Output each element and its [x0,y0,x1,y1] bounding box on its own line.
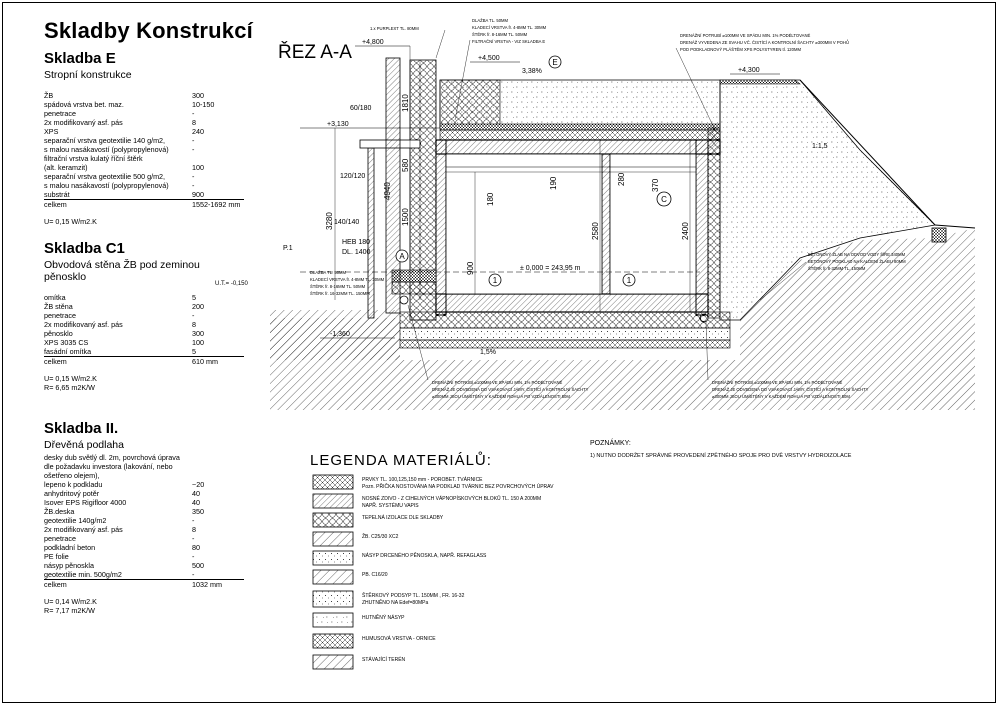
svg-text:DRENÁŽNÍ POTRUBÍ ⌀100MM VE SPÁ: DRENÁŽNÍ POTRUBÍ ⌀100MM VE SPÁDU MIN. 1% PODÉLTOVANÉ [680,33,811,38]
layer-thickness: - [192,311,195,320]
svg-text:1.x PURPLEXT TL. 80MM: 1.x PURPLEXT TL. 80MM [370,26,419,31]
svg-text:1:1,5: 1:1,5 [812,143,828,150]
layer-thickness: 300 [192,329,204,338]
layer-name: omítka [44,293,66,302]
svg-text:POD PODKLADNOVÝ PLÁŠTĚM XPS PO: POD PODKLADNOVÝ PLÁŠTĚM XPS POLYSTYREN tl. 120MM [680,47,801,52]
page-title: Skladby Konstrukcí [44,18,253,43]
section-title: Skladba E [44,50,116,67]
svg-text:120/120: 120/120 [340,173,366,180]
drain-gully [932,228,946,242]
layer-thickness: - [192,136,195,145]
layer-thickness: 300 [192,91,204,100]
inner-wall [602,154,610,294]
svg-text:± 0,000 = 243,95 m: ± 0,000 = 243,95 m [520,265,581,272]
layer-name: 2x modifikovaný asf. pás [44,525,123,534]
legend-label: PRVKY TL. 100,125,150 mm - POROBET. TVÁRNICE [362,477,483,483]
section-subtitle: Dřevěná podlaha [44,439,124,451]
svg-text:KLADECÍ VRSTVA fr. 4-8MM TL. 3: KLADECÍ VRSTVA fr. 4-8MM TL. 30MM [472,25,547,30]
svg-text:4940: 4940 [383,182,392,200]
svg-text:DRENÁŽ JE ODVEDENA DO VSAKOVAC: DRENÁŽ JE ODVEDENA DO VSAKOVACÍ JÁMY. ČISTÍCÍ A KONTROLNÍ ŠACHTY [712,387,869,392]
layer-thickness: - [192,534,195,543]
layer-name: 2x modifikovaný asf. pás [44,118,123,127]
thermal-value: R= 7,17 m2K/W [44,606,95,615]
thermal-value: U= 0,15 W/m2.K [44,217,97,226]
legend-label: NOSNÉ ZDIVO - Z CIHELNÝCH VÁPNOPÍSKOVÝCH BLOKŮ TL. 150 A 200MM [362,496,542,502]
layer-thickness: 8 [192,118,196,127]
legend-label: ŠTĚRKOVÝ PODSYP TL. 150MM , FR. 16-32 [362,593,465,599]
section-subtitle: Stropní konstrukce [44,69,132,81]
svg-text:ŠTĚRK fr. 8-16MM TL. 50MM: ŠTĚRK fr. 8-16MM TL. 50MM [472,32,528,37]
layer-thickness: - [192,172,195,181]
legend-title: LEGENDA MATERIÁLŮ: [310,452,492,469]
layer-name: penetrace [44,534,76,543]
foamglass-fill [400,312,730,328]
svg-text:DLAŽBA TL. 50MM: DLAŽBA TL. 50MM [472,18,508,23]
notes-title: POZNÁMKY: [590,440,631,447]
svg-text:DRENÁŽNÍ POTRUBÍ ⌀100MM VE SPÁ: DRENÁŽNÍ POTRUBÍ ⌀100MM VE SPÁDU MIN. 1% PODÉLTOVANÉ [432,380,563,385]
layer-thickness: 10-150 [192,100,215,109]
layer-thickness: - [192,570,195,579]
svg-text:2580: 2580 [591,222,600,240]
thermal-value: R= 6,65 m2K/W [44,383,95,392]
svg-text:180: 180 [486,192,495,206]
layer-name: Isover EPS Rigifloor 4000 [44,498,127,507]
layer-name: násyp pěnoskla [44,561,94,570]
total-value: 1032 mm [188,580,244,590]
layer-name: fasádní omítka [44,347,92,356]
legend-labels [362,476,554,663]
total-value: 1552-1692 mm [188,200,244,210]
svg-text:900: 900 [466,261,475,275]
layer-name: filtrační vrstva kulatý říční štěrk [44,154,143,163]
svg-text:1810: 1810 [401,94,410,112]
layer-thickness: 8 [192,320,196,329]
svg-text:+4,500: +4,500 [478,55,500,62]
legend-label: PB. C16/20 [362,572,388,578]
layer-name: separační vrstva geotextilie 140 g/m2, [44,136,166,145]
layer-thickness: 900 [192,190,204,199]
layer-name: desky dub světlý dl. 2m, povrchová úprava [44,453,180,462]
layer-thickness: 5 [192,293,196,302]
layer-thickness: - [192,145,195,154]
layer-thickness: 500 [192,561,204,570]
svg-text:2400: 2400 [681,222,690,240]
layer-thickness: 40 [192,489,200,498]
legend-label: NÁSYP DRCENÉHO PĚNOSKLA, NAPŘ. REFAGLASS [362,553,487,559]
notes-line: 1) NUTNO DODRŽET SPRÁVNÉ PROVEDENÍ ZPĚTNÉHO SPOJE PRO DVĚ VRSTVY HYDROIZOLACE [590,453,852,459]
svg-text:P.1: P.1 [283,245,293,252]
layer-thickness: - [192,552,195,561]
svg-text:-1,360: -1,360 [330,331,350,338]
svg-text:DRENÁŽ JE ODVEDENA DO VSAKOVAC: DRENÁŽ JE ODVEDENA DO VSAKOVACÍ JÁMY. ČISTÍCÍ A KONTROLNÍ ŠACHTY [432,387,589,392]
layer-name: penetrace [44,109,76,118]
layer-name: XPS 3035 CS [44,338,89,347]
thermal-value: U= 0,14 W/m2.K [44,597,97,606]
svg-text:280: 280 [617,172,626,186]
svg-text:370: 370 [651,178,660,192]
svg-text:140/140: 140/140 [334,219,360,226]
layer-name: penetrace [44,311,76,320]
layer-name: dle požadavku investora (lakování, nebo ošetřeno olejem), [44,462,173,480]
layer-name: (alt. keramzit) [44,163,88,172]
layer-name: ŽB [44,91,54,100]
total-label: celkem [44,580,188,590]
svg-text:DL. 1400: DL. 1400 [342,249,371,256]
legend-label: ŽB. C25/30 XC2 [362,534,399,540]
svg-text:580: 580 [401,158,410,172]
layer-thickness: 5 [192,347,196,356]
total-label: celkem [44,200,188,210]
layer-name: XPS [44,127,59,136]
svg-text:KLADECÍ VRSTVA fr. 4-8MM TL. 3: KLADECÍ VRSTVA fr. 4-8MM TL. 30MM [310,277,385,282]
total-label: celkem [44,357,188,367]
svg-text:+3,130: +3,130 [327,121,349,128]
legend-swatches [313,475,353,669]
svg-text:+4,300: +4,300 [738,67,760,74]
legend-label-note: ZHUTNĚNO NA Edef=80MPa [362,600,429,606]
layer-thickness: 240 [192,127,204,136]
layer-name: geotextilie min. 500g/m2 [44,570,122,579]
layer-name: ŽB.deska [44,507,75,516]
svg-text:E: E [552,58,558,67]
legend-label-note: Pozn. PŘIČKA NOSTOVÁNA NA PODKLAD TVÁRNIC BEZ POVRCHOVÝCH ÚPRAV [362,484,554,490]
svg-text:ŠTĚRK fr. 8-32MM TL. 150MM: ŠTĚRK fr. 8-32MM TL. 150MM [808,266,866,271]
layer-name: 2x modifikovaný asf. pás [44,320,123,329]
svg-text:⌀300MM JSOU UMÍSTĚNY V KAŽDÉM: ⌀300MM JSOU UMÍSTĚNY V KAŽDÉM ROHU A PO VZDÁLENOSTI 50M [432,394,570,399]
svg-text:1,5%: 1,5% [480,349,496,356]
legend-label: HUMUSOVÁ VRSTVA - ORNICE [362,636,436,642]
layer-thickness: 200 [192,302,204,311]
layer-thickness: 40 [192,498,200,507]
layer-name: pěnosklo [44,329,73,338]
layer-name: PE folie [44,552,69,561]
legend-label: TEPELNÁ IZOLACE DLE SKLADBY [362,515,444,521]
svg-text:⌀300MM JSOU UMÍSTĚNY V KAŽDÉM: ⌀300MM JSOU UMÍSTĚNY V KAŽDÉM ROHU A PO VZDÁLENOSTI 50M [712,394,850,399]
layer-name: spádová vrstva bet. maz. [44,100,124,109]
svg-text:C: C [661,195,667,204]
svg-text:3,38%: 3,38% [522,68,542,75]
layer-name: anhydritový potěr [44,489,100,498]
svg-text:FILTRAČNÍ VRSTVA - VIZ SKLADBA: FILTRAČNÍ VRSTVA - VIZ SKLADBA E [472,39,546,44]
section-subtitle: Obvodová stěna ŽB pod zeminou pěnosklo [44,259,200,283]
svg-text:BETONOVÝ PODKLAD NA KALDENÍ ŽL: BETONOVÝ PODKLAD NA KALDENÍ ŽLABU 80MM [808,259,906,264]
layer-thickness: - [192,181,195,190]
floor-slab [436,294,708,312]
svg-text:U.T.= -0,150: U.T.= -0,150 [215,281,248,287]
section-title: Skladba C1 [44,240,125,257]
svg-text:A: A [399,252,405,261]
section-cut-title: ŘEZ A-A [278,42,352,63]
layer-name: separační vrstva geotextilie 500 g/m2, [44,172,166,181]
svg-text:DRENÁŽNÍ POTRUBÍ ⌀100MM VE SPÁ: DRENÁŽNÍ POTRUBÍ ⌀100MM VE SPÁDU MIN. 1% PODÉLTOVANÉ [712,380,843,385]
svg-text:DRENÁŽ VYVEDENA ZE SVAHU VČ. Č: DRENÁŽ VYVEDENA ZE SVAHU VČ. ČISTÍCÍ A KONTROLNÍ ŠACHTY ⌀300MM V POHŮ [680,40,849,45]
svg-text:60/180: 60/180 [350,105,372,112]
right-wall [696,140,708,315]
layer-name: substrát [44,190,70,199]
svg-text:+4,800: +4,800 [362,39,384,46]
svg-text:ŠTĚRK fr. 16-32MM TL. 150MM: ŠTĚRK fr. 16-32MM TL. 150MM [310,291,370,296]
legend-label: STÁVAJÍCÍ TERÉN [362,657,406,663]
section-title: Skladba II. [44,420,119,437]
svg-text:1: 1 [626,276,632,285]
layer-thickness: 350 [192,507,204,516]
legend-label-note: NAPŘ. SYSTÉMU VAPIS [362,503,419,509]
layer-thickness: 80 [192,543,200,552]
layer-thickness: 8 [192,525,196,534]
layer-name: ŽB stěna [44,302,73,311]
total-value: 610 mm [188,357,244,367]
thermal-value: U= 0,15 W/m2.K [44,374,97,383]
layer-thickness: ~20 [192,480,205,489]
layer-thickness: - [192,516,195,525]
layer-name: lepeno k podkladu [44,480,103,489]
svg-text:1: 1 [492,276,498,285]
layer-name: geotextilie 140g/m2 [44,516,107,525]
layer-name: s malou nasákavostí (polypropylenová) [44,145,169,154]
svg-text:DLAŽBA TL. 50MM: DLAŽBA TL. 50MM [310,270,346,275]
layer-thickness: 100 [192,163,204,172]
layer-name: podkladní beton [44,543,96,552]
svg-text:1500: 1500 [401,208,410,226]
legend-label: HUTNĚNÝ NÁSYP [362,615,405,621]
svg-text:ŠTĚRK fr. 8-16MM TL. 50MM: ŠTĚRK fr. 8-16MM TL. 50MM [310,284,366,289]
layer-thickness: - [192,109,195,118]
layer-name: s malou nasákavostí (polypropylenová) [44,181,169,190]
roof-slab [436,140,720,154]
svg-text:BETONOVÝ ŽLAB NA ODVOD VODY ŠÍ: BETONOVÝ ŽLAB NA ODVOD VODY ŠÍŘE 340MM [808,252,906,257]
svg-text:HEB 180: HEB 180 [342,239,371,246]
svg-text:3280: 3280 [325,212,334,230]
svg-text:190: 190 [549,176,558,190]
layer-thickness: 100 [192,338,204,347]
